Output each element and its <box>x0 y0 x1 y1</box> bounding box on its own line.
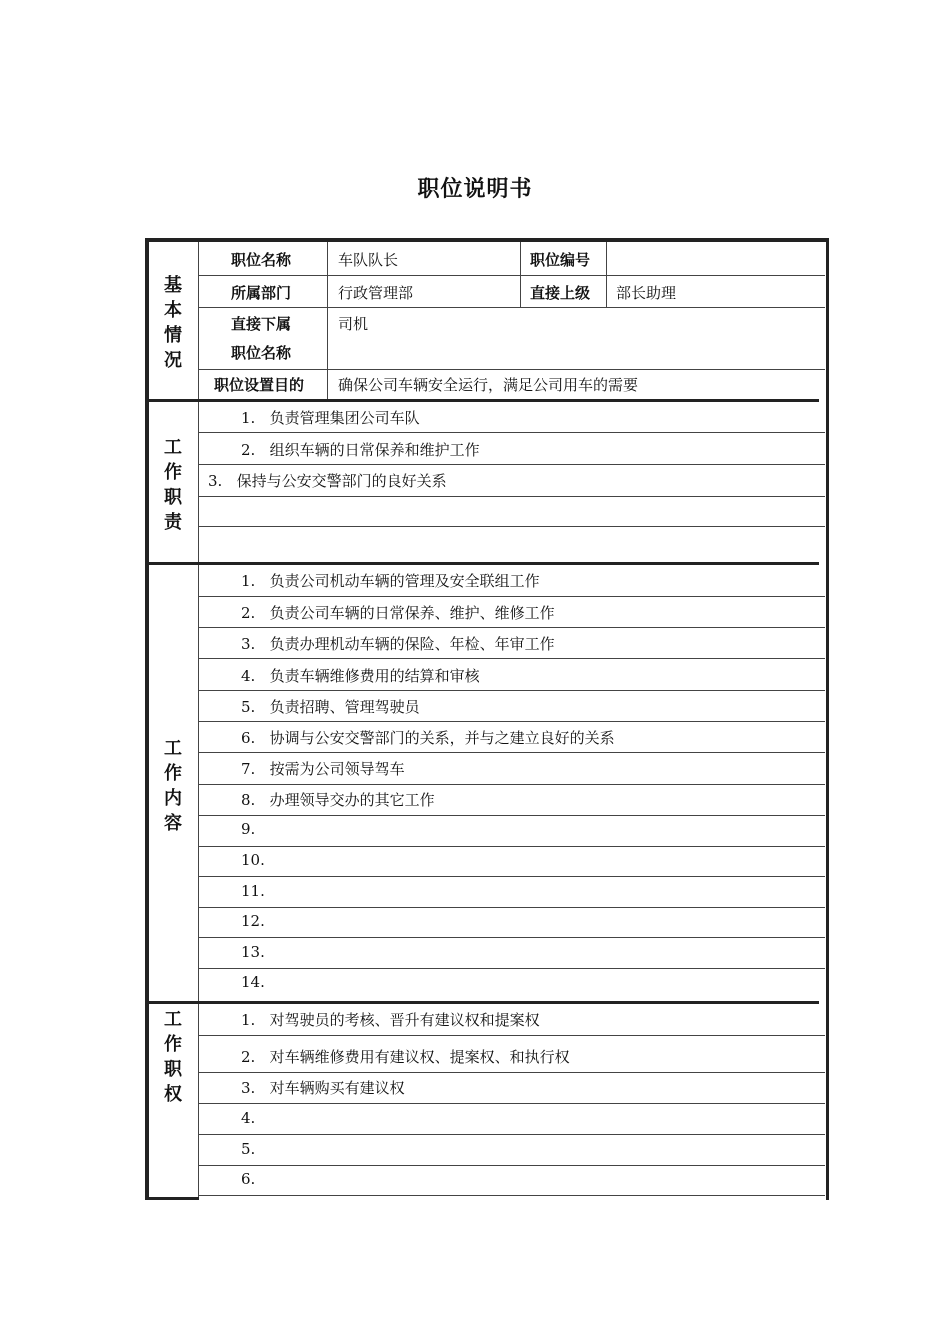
list-item: 8. 办理领导交办的其它工作 <box>241 791 435 809</box>
list-item: 6. 协调与公安交警部门的关系，并与之建立良好的关系 <box>241 729 615 747</box>
section-label-authority: 工 作 职 权 <box>164 1009 182 1105</box>
list-item: 14. <box>241 973 265 991</box>
section-label-content: 工 作 内 容 <box>164 738 182 834</box>
list-item: 2. 组织车辆的日常保养和维护工作 <box>241 441 480 459</box>
list-item: 6. <box>241 1170 256 1188</box>
list-item: 3. 对车辆购买有建议权 <box>241 1079 405 1097</box>
list-item: 3. 负责办理机动车辆的保险、年检、年审工作 <box>241 635 555 653</box>
list-item: 1. 负责管理集团公司车队 <box>241 409 420 427</box>
subordinate-label-line1: 直接下属 <box>231 315 292 333</box>
list-item: 7. 按需为公司领导驾车 <box>241 760 405 778</box>
list-item: 10. <box>241 851 265 869</box>
subordinate-value: 司机 <box>338 315 369 333</box>
department-label: 所属部门 <box>231 284 292 302</box>
list-item: 4. 负责车辆维修费用的结算和审核 <box>241 667 480 685</box>
list-item: 12. <box>241 912 265 930</box>
position-code-label: 职位编号 <box>530 251 591 269</box>
list-item: 1. 对驾驶员的考核、晋升有建议权和提案权 <box>241 1011 540 1029</box>
list-item: 13. <box>241 943 265 961</box>
list-item: 2. 负责公司车辆的日常保养、维护、维修工作 <box>241 604 555 622</box>
list-item: 4. <box>241 1109 256 1127</box>
list-item: 9. <box>241 820 256 838</box>
document-title: 职位说明书 <box>417 177 533 202</box>
section-label-basic: 基 本 情 况 <box>164 275 182 371</box>
superior-label: 直接上级 <box>530 284 591 302</box>
position-name-label: 职位名称 <box>231 251 292 269</box>
list-item: 11. <box>241 882 265 900</box>
purpose-label: 职位设置目的 <box>214 376 305 394</box>
list-item: 1. 负责公司机动车辆的管理及安全联组工作 <box>241 572 540 590</box>
list-item: 5. 负责招聘、管理驾驶员 <box>241 698 420 716</box>
superior-value: 部长助理 <box>616 284 677 302</box>
list-item: 5. <box>241 1140 256 1158</box>
section-label-duties: 工 作 职 责 <box>164 437 182 533</box>
position-name-value: 车队队长 <box>338 251 399 269</box>
list-item: 3. 保持与公安交警部门的良好关系 <box>208 472 447 490</box>
purpose-value: 确保公司车辆安全运行，满足公司用车的需要 <box>338 376 639 394</box>
department-value: 行政管理部 <box>338 284 414 302</box>
list-item: 2. 对车辆维修费用有建议权、提案权、和执行权 <box>241 1048 570 1066</box>
subordinate-label-line2: 职位名称 <box>231 344 292 362</box>
